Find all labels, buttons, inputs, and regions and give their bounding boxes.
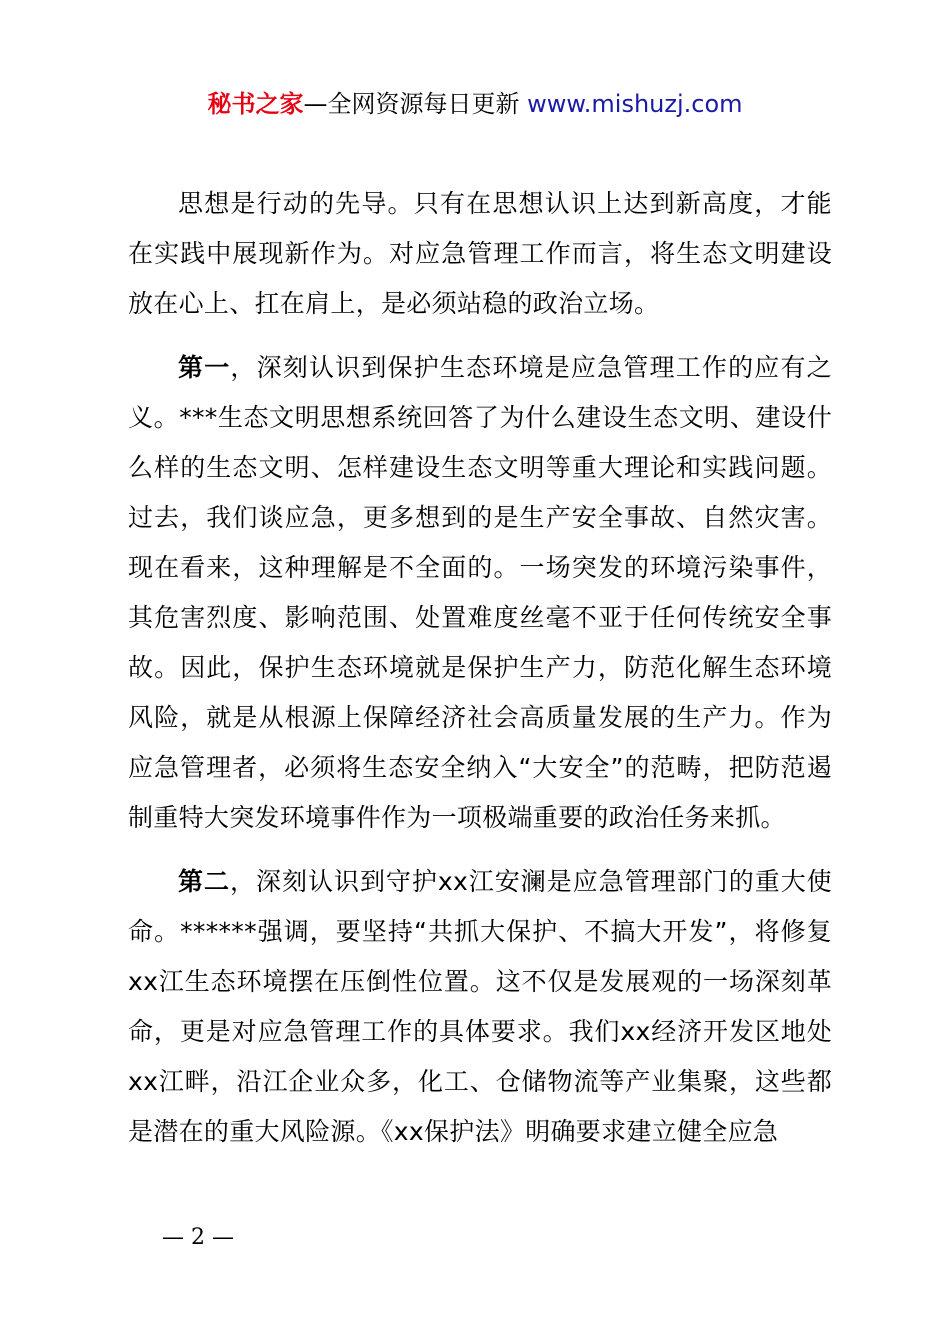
- paragraph-text: 思想是行动的先导。只有在思想认识上达到新高度，才能在实践中展现新作为。对应急管理工作而言，将生态文明建设放在心上、扛在肩上，是必须站稳的政治立场。: [128, 189, 832, 318]
- page-header: [0, 86, 950, 122]
- header-brand: 秘书之家: [207, 90, 304, 118]
- paragraph-intro: [128, 179, 832, 329]
- page-number: — 2 —: [162, 1225, 234, 1250]
- paragraph-text: ，深刻认识到保护生态环境是应急管理工作的应有之义。***生态文明思想系统回答了为什么建设生态文明、建设什么样的生态文明、怎样建设生态文明等重大理论和实践问题。过去，我们谈应急，更多想到的是生产安全事故、自然灾害。现在看来，这种理解是不全面的。一场突发的环境污染事件，其危害烈度、影响范围、处置难度丝毫不亚于任何传统安全事故。因此，保护生态环境就是保护生产力，防范化解生态环境风险，就是从根源上保障经济社会高质量发展的生产力。作为应急管理者，必须将生态安全纳入“大安全”的范畴，把防范遏制重特大突发环境事件作为一项极端重要的政治任务来抓。: [128, 353, 832, 832]
- header-tagline: —全网资源每日更新: [303, 90, 528, 118]
- paragraph-lead: 第二: [178, 867, 230, 896]
- header-url[interactable]: www.mishuzj.com: [527, 90, 743, 118]
- document-body: [128, 179, 832, 1171]
- paragraph-lead: 第一: [178, 353, 231, 382]
- paragraph-first: [128, 343, 832, 843]
- paragraph-second: [128, 857, 832, 1157]
- paragraph-text: ，深刻认识到守护xx江安澜是应急管理部门的重大使命。******强调，要坚持“共抓大保护、不搞大开发”，将修复xx江生态环境摆在压倒性位置。这不仅是发展观的一场深刻革命，更是对应急管理工作的具体要求。我们xx经济开发区地处xx江畔，沿江企业众多，化工、仓储物流等产业集聚，这些都是潜在的重大风险源。《xx保护法》明确要求建立健全应急: [128, 867, 832, 1146]
